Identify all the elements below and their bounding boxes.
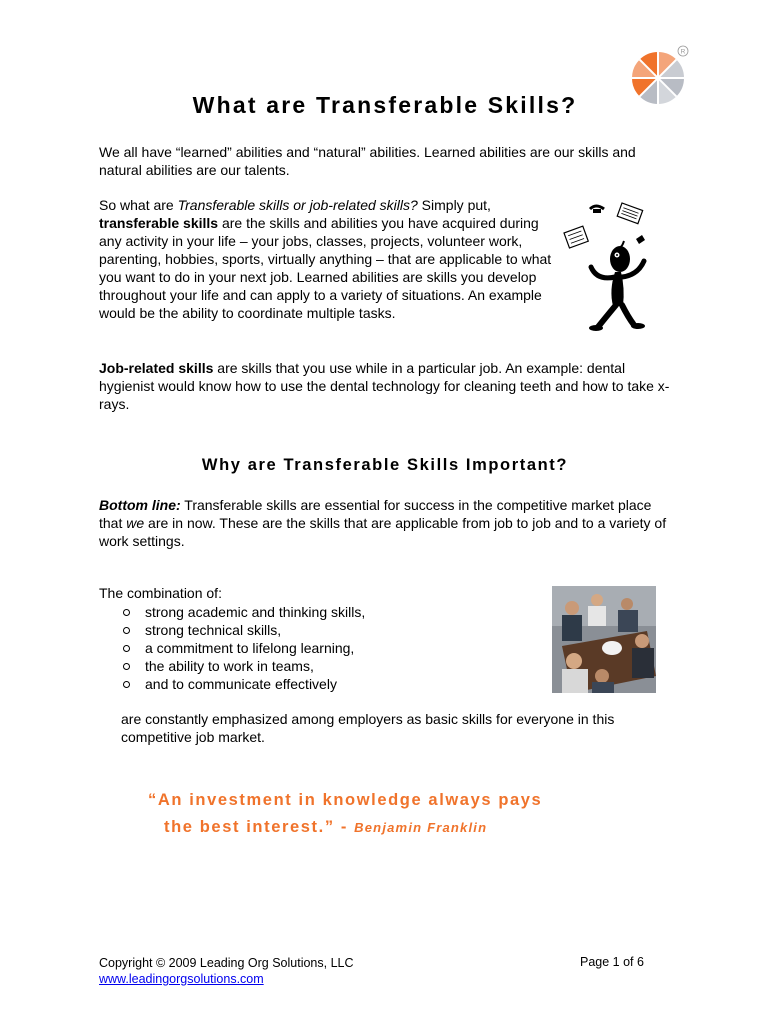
emphasis-paragraph: are constantly emphasized among employers as basic skills for everyone in this competitive job market. <box>121 711 615 745</box>
job-related-paragraph: Job-related skills are skills that you use while in a particular job. An example: dental hygienist would know how to use the dental technology for cleaning teeth and how to take x-rays. <box>99 360 670 412</box>
section-heading-importance: Why are Transferable Skills Important? <box>201 456 569 474</box>
list-item: strong technical skills, <box>121 621 365 639</box>
page-number: Page 1 of 6 <box>580 955 644 969</box>
skills-list <box>121 603 365 693</box>
quote-author: Benjamin Franklin <box>354 820 488 835</box>
intro-paragraph: We all have “learned” abilities and “natural” abilities. Learned abilities are our skills and natural abilities are our talents. <box>99 144 636 178</box>
svg-text:R: R <box>680 48 686 56</box>
quote-line-2: the best interest.” - Benjamin Franklin <box>164 818 488 836</box>
website-link[interactable]: www.leadingorgsolutions.com <box>99 972 264 986</box>
bottom-line-paragraph: Bottom line: Transferable skills are essential for success in the competitive market place that we are in now. These are the skills that are applicable from job to job and to a variety of work settings. <box>99 497 667 549</box>
list-item: a commitment to lifelong learning, <box>121 639 365 657</box>
business-meeting-photo <box>552 586 656 693</box>
combination-label: The combination of: <box>99 585 222 601</box>
list-item: and to communicate effectively <box>121 675 365 693</box>
definition-paragraph: So what are Transferable skills or job-related skills? Simply put, transferable skills are the skills and abilities you have acquired during any activity in your life – your jobs, classes, projects, volunteer work, parenting, hobbies, sports, virtually anything – that are applicable to what you want to do in your next job. Learned abilities are skills you develop throughout your life and can apply to a variety of situations. An example would be the ability to coordinate multiple tasks. <box>99 197 552 321</box>
copyright-text: Copyright © 2009 Leading Org Solutions, LLC <box>99 956 354 970</box>
list-item: the ability to work in teams, <box>121 657 365 675</box>
juggler-clipart <box>560 197 660 337</box>
page-title: What are Transferable Skills? <box>192 92 578 118</box>
footer-copyright-block <box>99 955 354 987</box>
quote-line-1: “An investment in knowledge always pays <box>148 791 543 809</box>
list-item: strong academic and thinking skills, <box>121 603 365 621</box>
